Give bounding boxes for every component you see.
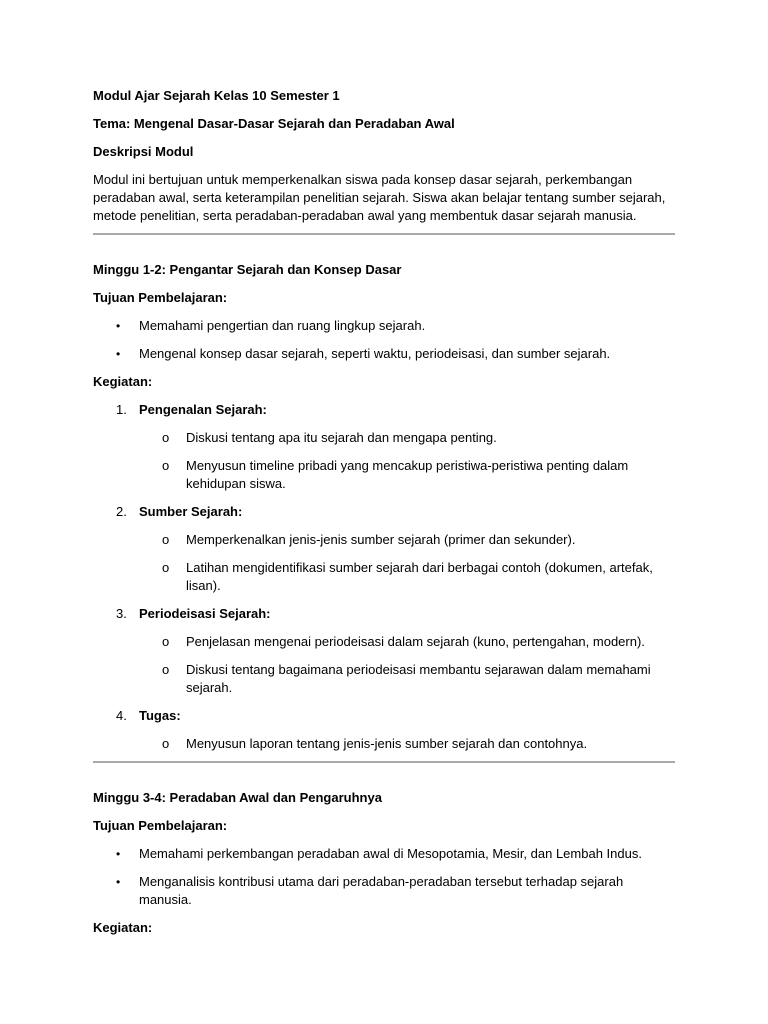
list-item: o Diskusi tentang apa itu sejarah dan mengapa penting.: [162, 430, 497, 445]
document-content: [93, 87, 677, 937]
week3-heading: Minggu 3-4: Peradaban Awal dan Pengaruhnya: [93, 790, 382, 805]
list-item: o Memperkenalkan jenis-jenis sumber sejarah (primer dan sekunder).: [162, 532, 576, 547]
circle-bullet-icon: o: [162, 458, 170, 473]
list-item: • Mengenal konsep dasar sejarah, seperti waktu, periodeisasi, dan sumber sejarah.: [116, 346, 611, 361]
week1-goals-heading: Tujuan Pembelajaran:: [93, 290, 228, 305]
activity-item: 3. Periodeisasi Sejarah: o Penjelasan mengenai periodeisasi dalam sejarah (kuno, pertengahan, modern). o Diskusi tentang bagaimana periodeisasi membantu sejarawan dalam memahami sejarah.: [93, 605, 677, 697]
week1-activities-list: [93, 401, 677, 753]
week3-goals-heading: Tujuan Pembelajaran:: [93, 818, 228, 833]
list-item: o Diskusi tentang bagaimana periodeisasi membantu sejarawan dalam memahami sejarah.: [162, 662, 651, 695]
description-paragraph: Modul ini bertujuan untuk memperkenalkan siswa pada konsep dasar sejarah, perkembangan peradaban awal, serta keterampilan penelitian sejarah. Siswa akan belajar tentang sumber sejarah, metode penelitian, serta peradaban-peradaban awal yang membentuk dasar sejarah manusia.: [93, 172, 666, 223]
week1-goals-list: [93, 317, 677, 363]
document-title: Modul Ajar Sejarah Kelas 10 Semester 1: [93, 88, 340, 103]
list-item: • Menganalisis kontribusi utama dari peradaban-peradaban tersebut terhadap sejarah manusia.: [116, 874, 624, 907]
activity-item: 1. Pengenalan Sejarah: o Diskusi tentang apa itu sejarah dan mengapa penting. o Menyusun timeline pribadi yang mencakup peristiwa-peristiwa penting dalam kehidupan siswa.: [93, 401, 677, 493]
circle-bullet-icon: o: [162, 736, 170, 751]
circle-bullet-icon: o: [162, 634, 170, 649]
week3-activities-heading: Kegiatan:: [93, 920, 153, 935]
circle-bullet-icon: o: [162, 532, 170, 547]
description-heading: Deskripsi Modul: [93, 144, 194, 159]
list-item: • Memahami perkembangan peradaban awal di Mesopotamia, Mesir, dan Lembah Indus.: [116, 846, 642, 861]
week3-goals-list: [93, 845, 677, 909]
list-item: • Memahami pengertian dan ruang lingkup sejarah.: [116, 318, 426, 333]
bullet-icon: •: [116, 319, 121, 333]
activity-item: 2. Sumber Sejarah: o Memperkenalkan jenis-jenis sumber sejarah (primer dan sekunder). o Latihan mengidentifikasi sumber sejarah dari berbagai contoh (dokumen, artefak, lisan).: [93, 503, 677, 595]
week1-activities-heading: Kegiatan:: [93, 374, 153, 389]
activity-item: 4. Tugas: o Menyusun laporan tentang jenis-jenis sumber sejarah dan contohnya.: [93, 707, 677, 753]
section-divider: [93, 233, 675, 235]
week1-heading: Minggu 1-2: Pengantar Sejarah dan Konsep Dasar: [93, 262, 402, 277]
bullet-icon: •: [116, 847, 121, 861]
section-divider: [93, 761, 675, 763]
list-item: o Menyusun timeline pribadi yang mencakup peristiwa-peristiwa penting dalam kehidupan siswa.: [162, 458, 629, 491]
list-item: o Menyusun laporan tentang jenis-jenis sumber sejarah dan contohnya.: [162, 736, 588, 751]
bullet-icon: •: [116, 875, 121, 889]
bullet-icon: •: [116, 347, 121, 361]
circle-bullet-icon: o: [162, 662, 170, 677]
circle-bullet-icon: o: [162, 560, 170, 575]
circle-bullet-icon: o: [162, 430, 170, 445]
list-item: o Penjelasan mengenai periodeisasi dalam sejarah (kuno, pertengahan, modern).: [162, 634, 645, 649]
document-theme: Tema: Mengenal Dasar-Dasar Sejarah dan Peradaban Awal: [93, 116, 455, 131]
list-item: o Latihan mengidentifikasi sumber sejarah dari berbagai contoh (dokumen, artefak, lisan).: [162, 560, 653, 593]
